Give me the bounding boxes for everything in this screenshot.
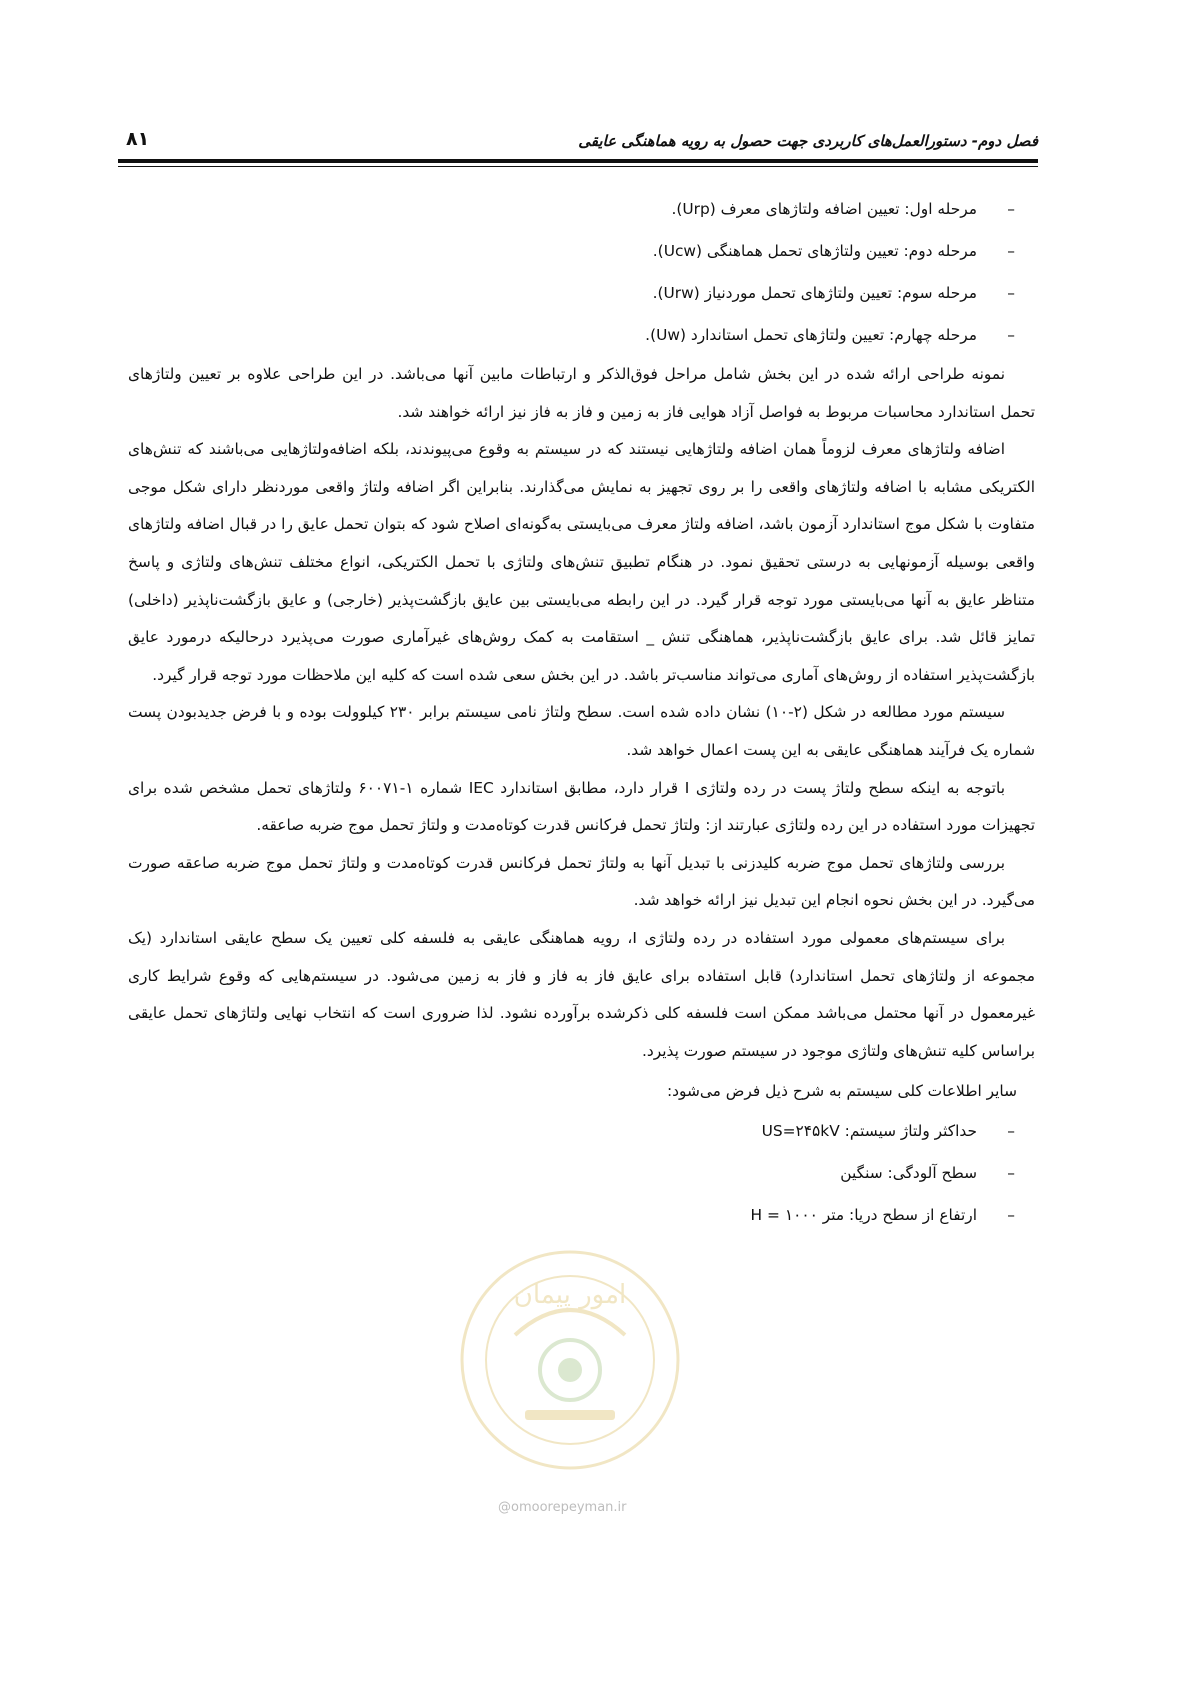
- step-text: مرحله چهارم: تعیین ولتاژهای تحمل استاندارد (Uw).: [645, 326, 977, 344]
- info-text: سطح آلودگی: سنگین: [840, 1164, 977, 1183]
- paragraph: اضافه ولتاژهای معرف لزوماً همان اضافه ولتاژهایی نیستند که در سیستم به وقوع می‌پیوندند، بلکه اضافه‌ولتاژهایی می‌باشند که تنش‌های الکتریکی مشابه با اضافه ولتاژهای واقعی را بر روی تجهیز به نمایش می‌گذارند. بنابراین اگر اضافه ولتاژ واقعی موردنظر دارای شکل موجی متفاوت با شکل موج استاندارد آزمون باشد، اضافه ولتاژ معرف می‌بایستی به‌گونه‌ای اصلاح شود که بتوان تحمل عایق را در قبال اضافه ولتاژهای واقعی بوسیله آزمونهایی به درستی تحقیق نمود. در هنگام تطبیق تنش‌های ولتاژی با تحمل الکتریکی، انواع مختلف تنش‌های ولتاژی و پاسخ متناظر عایق به آنها می‌بایستی مورد توجه قرار گیرد. در این رابطه می‌بایستی بین عایق بازگشت‌پذیر (خارجی) و عایق بازگشت‌ناپذیر (داخلی) تمایز قائل شد. برای عایق بازگشت‌ناپذیر، هماهنگی تنش _ استقامت به کمک روش‌های غیرآماری صورت می‌پذیرد درحالیکه درمورد عایق بازگشت‌پذیر استفاده از روش‌های آماری می‌تواند مناسب‌تر باشد. در این بخش سعی شده است که کلیه این ملاحظات مورد توجه قرار گیرد.: [128, 440, 1035, 684]
- step-text: مرحله اول: تعیین اضافه ولتاژهای معرف (Urp).: [671, 200, 977, 218]
- page-number: ۸۱: [126, 128, 150, 150]
- watermark-url: @omoorepeyman.ir: [498, 1500, 627, 1515]
- step-text: مرحله دوم: تعیین ولتاژهای تحمل هماهنگی (Ucw).: [652, 242, 977, 260]
- list-item: –مرحله چهارم: تعیین ولتاژهای تحمل استاندارد (Uw).: [645, 326, 1015, 344]
- list-item: –مرحله اول: تعیین اضافه ولتاژهای معرف (Urp).: [671, 200, 1015, 218]
- paragraph: نمونه طراحی ارائه شده در این بخش شامل مراحل فوق‌الذکر و ارتباطات مابین آنها می‌باشد. در این طراحی علاوه بر تعیین ولتاژهای تحمل استاندارد محاسبات مربوط به فواصل آزاد هوایی فاز به زمین و فاز به فاز نیز ارائه خواهند شد.: [128, 365, 1035, 421]
- watermark-seal-icon: [455, 1245, 685, 1475]
- info-intro: سایر اطلاعات کلی سیستم به شرح ذیل فرض می‌شود:: [666, 1082, 1017, 1101]
- step-text: مرحله سوم: تعیین ولتاژهای تحمل موردنیاز (Urw).: [652, 284, 977, 302]
- watermark-text: امور پیمان: [513, 1280, 627, 1310]
- header-rule-thick: [118, 159, 1038, 163]
- info-text: ارتفاع از سطح دریا: متر ۱۰۰۰ = H: [750, 1206, 977, 1225]
- header-rule-thin: [118, 166, 1038, 167]
- paragraph: سیستم مورد مطالعه در شکل (۲-۱۰) نشان داده شده است. سطح ولتاژ نامی سیستم برابر ۲۳۰ کیلوولت بوده و با فرض جدیدبودن پست شماره یک فرآیند هماهنگی عایقی به این پست اعمال خواهد شد.: [128, 703, 1035, 759]
- list-item: –مرحله دوم: تعیین ولتاژهای تحمل هماهنگی (Ucw).: [652, 242, 1015, 260]
- info-text: حداکثر ولتاژ سیستم: US=۲۴۵kV: [761, 1122, 977, 1141]
- paragraph: باتوجه به اینکه سطح ولتاژ پست در رده ولتاژی I قرار دارد، مطابق استاندارد IEC شماره ۱-۶۰۰۷۱ ولتاژهای تحمل مشخص شده برای تجهیزات مورد استفاده در این رده ولتاژی عبارتند از: ولتاژ تحمل فرکانس قدرت کوتاه‌مدت و ولتاژ تحمل موج ضربه صاعقه.: [128, 778, 1035, 835]
- list-item: –سطح آلودگی: سنگین: [840, 1164, 1015, 1183]
- info-list: [128, 1110, 1035, 1236]
- page-content: [128, 188, 1035, 1236]
- steps-list: [128, 188, 1035, 356]
- list-item: –ارتفاع از سطح دریا: متر ۱۰۰۰ = H: [750, 1206, 1015, 1225]
- chapter-title: فصل دوم- دستورالعمل‌های کاربردی جهت حصول به رویه هماهنگی عایقی: [578, 132, 1038, 150]
- paragraph: بررسی ولتاژهای تحمل موج ضربه کلیدزنی با تبدیل آنها به ولتاژ تحمل فرکانس قدرت کوتاه‌مدت و ولتاژ تحمل موج ضربه صاعقه صورت می‌گیرد. در این بخش نحوه انجام این تبدیل نیز ارائه خواهد شد.: [128, 853, 1035, 910]
- page-header: [118, 120, 1038, 160]
- list-item: –حداکثر ولتاژ سیستم: US=۲۴۵kV: [761, 1122, 1015, 1141]
- paragraph: برای سیستم‌های معمولی مورد استفاده در رده ولتاژی I، رویه هماهنگی عایقی به فلسفه کلی تعیین یک سطح عایقی استاندارد (یک مجموعه از ولتاژهای تحمل استاندارد) قابل استفاده برای عایق فاز به فاز و فاز به زمین می‌شود. در سیستم‌هایی که وقوع شرایط کاری غیرمعمول در آنها محتمل می‌باشد ممکن است فلسفه کلی ذکرشده برآورده نشود. لذا ضروری است که انتخاب نهایی ولتاژهای تحمل عایقی براساس کلیه تنش‌های ولتاژی موجود در سیستم صورت پذیرد.: [128, 928, 1035, 1060]
- list-item: –مرحله سوم: تعیین ولتاژهای تحمل موردنیاز (Urw).: [652, 284, 1015, 302]
